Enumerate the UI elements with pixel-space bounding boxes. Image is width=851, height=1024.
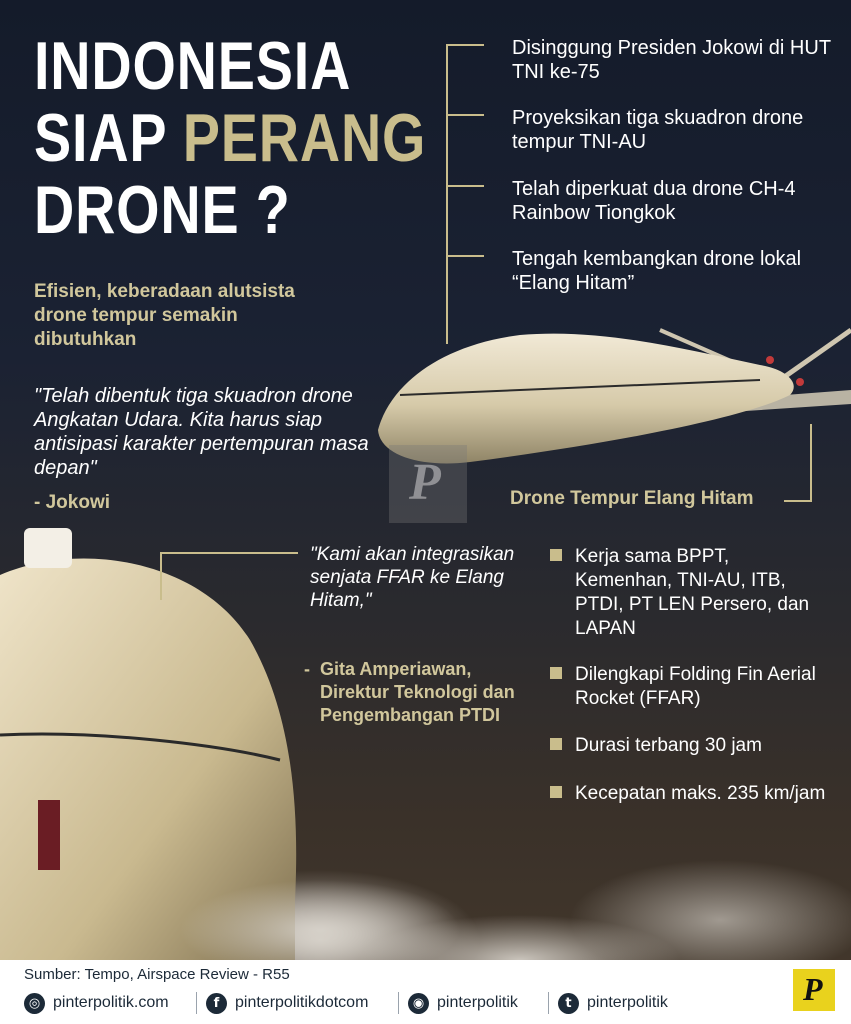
twitter-icon: t [558,993,579,1014]
fact-tick [446,255,484,257]
title-line-1: INDONESIA [34,28,352,104]
spec-text: Durasi terbang 30 jam [575,735,762,756]
divider [196,992,197,1014]
title-line-2-accent: PERANG [182,100,427,176]
fact-item: Disinggung Presiden Jokowi di HUT TNI ke-75 [512,37,831,83]
social-label: pinterpolitik.com [53,994,169,1011]
fact-tick [446,44,484,46]
fact-item: Telah diperkuat dua drone CH-4 Rainbow Tiongkok [512,178,796,224]
jokowi-quote-author: - Jokowi [34,492,111,513]
social-twitter[interactable] [558,990,668,1016]
footer [0,960,851,1024]
social-label: pinterpolitikdotcom [235,994,369,1011]
quote2-connector [160,552,162,600]
drone-label: Drone Tempur Elang Hitam [510,488,754,509]
jokowi-quote: "Telah dibentuk tiga skuadron drone Angkatan Udara. Kita harus siap antisipasi karakter pertempuran masa depan" [34,385,369,479]
globe-icon: ◎ [24,993,45,1014]
social-label: pinterpolitik [437,994,518,1011]
title-line-2 [34,102,426,174]
social-label: pinterpolitik [587,994,668,1011]
instagram-icon: ◉ [408,993,429,1014]
spec-text: Dilengkapi Folding Fin Aerial Rocket (FFAR) [575,664,816,709]
watermark-letter: P [409,454,441,511]
pinterpolitik-logo [793,969,835,1011]
bullet-square-icon [550,549,562,561]
drone-label-connector [784,500,812,502]
spec-item [550,734,830,758]
divider [548,992,549,1014]
fact-item: Tengah kembangkan drone lokal “Elang Hitam” [512,248,802,294]
source-credit: Sumber: Tempo, Airspace Review - R55 [24,966,290,983]
divider [398,992,399,1014]
bullet-square-icon [550,786,562,798]
social-website[interactable] [24,990,169,1016]
spec-item [550,782,830,806]
facebook-icon: f [206,993,227,1014]
quote2-connector [160,552,298,554]
drone-label-connector [810,424,812,502]
title-line-3: DRONE ? [34,172,291,248]
social-facebook[interactable] [206,990,368,1016]
fact-item: Proyeksikan tiga skuadron drone tempur TNI-AU [512,107,804,153]
author-dash: - [304,659,310,679]
page-title [34,30,426,246]
social-instagram[interactable] [408,990,518,1016]
author-name: Gita Amperiawan, Direktur Teknologi dan Pengembangan PTDI [320,659,515,725]
spec-item [550,663,830,711]
spec-item [550,545,830,641]
spec-text: Kecepatan maks. 235 km/jam [575,783,826,804]
bullet-square-icon [550,738,562,750]
fact-tick [446,114,484,116]
gita-quote: "Kami akan integrasikan senjata FFAR ke Elang Hitam," [310,544,515,611]
spec-text: Kerja sama BPPT, Kemenhan, TNI-AU, ITB, PTDI, PT LEN Persero, dan LAPAN [575,546,810,639]
title-line-2-white: SIAP [34,100,167,176]
watermark-logo [389,445,467,523]
gita-quote-author [304,658,534,727]
fact-tick [446,185,484,187]
bullet-square-icon [550,667,562,679]
facts-bracket-line [446,44,448,344]
logo-letter: P [803,971,823,1007]
subtitle: Efisien, keberadaan alutsista drone tempur semakin dibutuhkan [34,281,295,350]
